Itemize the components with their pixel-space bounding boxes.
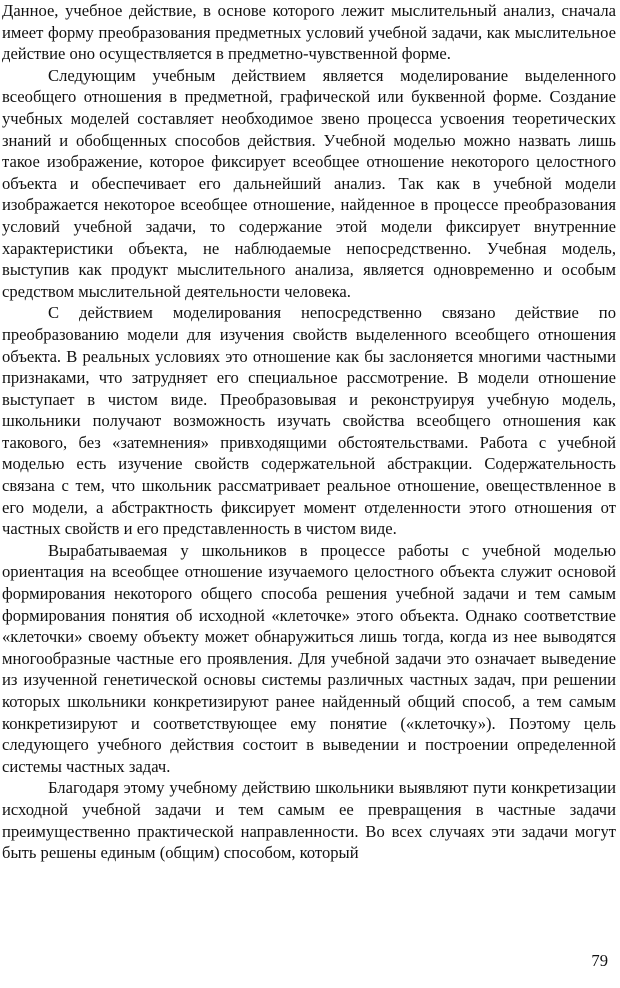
paragraph-4: Вырабатываемая у школьников в процессе работы с учебной моделью ориентация на всеобщее отношение изучаемого целостного объекта служит основой формирования некоторого общего способа решения учебной задачи и тем самым формирования понятия об исходной «клеточке» этого объекта. Однако соответствие «клеточки» своему объекту может обнаружиться лишь тогда, когда из нее выводятся многообразные частные его проявления. Для учебной задачи это означает выведение из изученной генетической основы системы различных частных задач, при решении которых школьники конкретизируют ранее найденный общий способ, а тем самым конкретизируют и соответствующее ему понятие («клеточку»). Поэтому цель следующего учебного действия состоит в выведении и построении определенной системы частных задач. [2,540,616,776]
paragraph-3: С действием моделирования непосредственно связано действие по преобразованию модели для изучения свойств выделенного всеобщего отношения объекта. В реальных условиях это отношение как бы заслоняется многими частными признаками, что затрудняет его специальное рассмотрение. В модели отношение выступает в чистом виде. Преобразовывая и реконструируя учебную модель, школьники получают возможность изучать свойства всеобщего отношения как такового, без «затемнения» привходящими обстоятельствами. Работа с учебной моделью есть изучение свойств содержательной абстракции. Содержательность связана с тем, что школьник рассматривает реальное отношение, овеществленное в его модели, а абстрактность фиксирует момент отделенности этого отношения от частных свойств и его представленность в чистом виде. [2,303,616,539]
paragraph-2: Следующим учебным действием является моделирование выделенного всеобщего отношения в предметной, графической или буквенной форме. Создание учебных моделей составляет необходимое звено процесса усвоения теоретических знаний и обобщенных способов действия. Учебной моделью можно назвать лишь такое изображение, которое фиксирует всеобщее отношение некоторого целостного объекта и обеспечивает его дальнейший анализ. Так как в учебной модели изображается некоторое всеобщее отношение, найденное в процессе преобразования условий учебной задачи, то содержание этой модели фиксирует внутренние характеристики объекта, не наблюдаемые непосредственно. Учебная модель, выступив как продукт мыслительного анализа, является одновременно и особым средством мыслительной деятельности человека. [2,65,616,301]
paragraph-1: Данное, учебное действие, в основе которого лежит мыслительный анализ, сначала имеет форму преобразования предметных условий учебной задачи, как мыслительное действие оно осуществляется в предметно-чувственной форме. [2,1,616,64]
page-body [2,0,616,864]
paragraph-5: Благодаря этому учебному действию школьники выявляют пути конкретизации исходной учебной задачи и тем самым ее превращения в частные задачи преимущественно практической направленности. Во всех случаях эти задачи могут быть решены единым (общим) способом, который [2,778,616,863]
page-number: 79 [591,951,608,970]
